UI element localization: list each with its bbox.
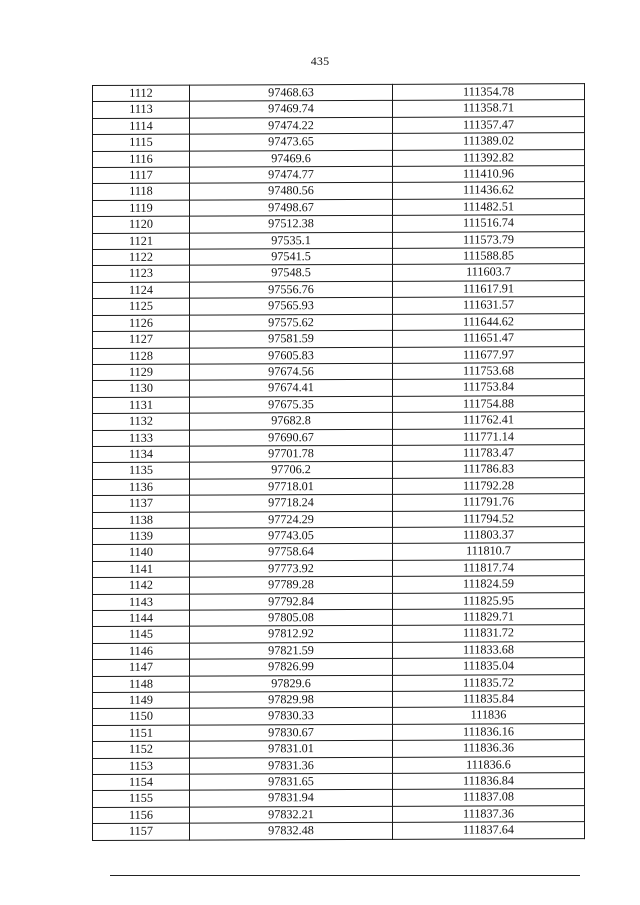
point-number-cell: 1113 xyxy=(93,102,190,119)
y-coordinate-cell: 111603.7 xyxy=(393,264,585,281)
table-row xyxy=(93,297,585,315)
table-row xyxy=(93,494,585,512)
table-row xyxy=(93,559,585,577)
point-number-cell: 1154 xyxy=(93,774,190,791)
x-coordinate-cell: 97682.8 xyxy=(190,412,393,429)
y-coordinate-cell: 111516.74 xyxy=(393,215,585,232)
x-coordinate-cell: 97675.35 xyxy=(190,396,393,413)
x-coordinate-cell: 97541.5 xyxy=(190,248,393,265)
table-row xyxy=(93,264,585,282)
point-number-cell: 1143 xyxy=(93,594,190,611)
point-number-cell: 1152 xyxy=(93,741,190,758)
point-number-cell: 1135 xyxy=(93,462,190,479)
x-coordinate-cell: 97829.98 xyxy=(190,691,393,708)
y-coordinate-cell: 111771.14 xyxy=(393,428,585,445)
x-coordinate-cell: 97724.29 xyxy=(190,511,393,528)
y-coordinate-cell: 111753.68 xyxy=(393,363,585,380)
x-coordinate-cell: 97473.65 xyxy=(190,134,393,151)
table-row xyxy=(93,625,585,643)
table-row xyxy=(93,773,585,791)
y-coordinate-cell: 111836.6 xyxy=(393,756,585,773)
table-row xyxy=(93,445,585,463)
table-row xyxy=(93,280,585,298)
x-coordinate-cell: 97480.56 xyxy=(190,183,393,200)
x-coordinate-cell: 97832.21 xyxy=(190,806,393,823)
table-row xyxy=(93,313,585,331)
point-number-cell: 1156 xyxy=(93,807,190,824)
table-row xyxy=(93,116,585,134)
table-row xyxy=(93,527,585,545)
point-number-cell: 1130 xyxy=(93,380,190,397)
table-row xyxy=(93,248,585,266)
y-coordinate-cell: 111835.04 xyxy=(393,658,585,675)
x-coordinate-cell: 97468.63 xyxy=(190,84,393,101)
y-coordinate-cell: 111754.88 xyxy=(393,395,585,412)
x-coordinate-cell: 97605.83 xyxy=(190,347,393,364)
x-coordinate-cell: 97829.6 xyxy=(190,675,393,692)
table-row xyxy=(93,543,585,561)
x-coordinate-cell: 97474.77 xyxy=(190,166,393,183)
point-number-cell: 1150 xyxy=(93,709,190,726)
point-number-cell: 1123 xyxy=(93,266,190,283)
y-coordinate-cell: 111410.96 xyxy=(393,166,585,183)
y-coordinate-cell: 111833.68 xyxy=(393,641,585,658)
y-coordinate-cell: 111392.82 xyxy=(393,149,585,166)
x-coordinate-cell: 97575.62 xyxy=(190,314,393,331)
table-row xyxy=(93,592,585,610)
x-coordinate-cell: 97831.65 xyxy=(190,773,393,790)
point-number-cell: 1132 xyxy=(93,413,190,430)
point-number-cell: 1121 xyxy=(93,233,190,250)
point-number-cell: 1151 xyxy=(93,725,190,742)
y-coordinate-cell: 111644.62 xyxy=(393,313,585,330)
table-row xyxy=(93,100,585,118)
point-number-cell: 1128 xyxy=(93,348,190,365)
point-number-cell: 1148 xyxy=(93,676,190,693)
table-row xyxy=(93,658,585,676)
point-number-cell: 1157 xyxy=(93,823,190,840)
y-coordinate-cell: 111836.84 xyxy=(393,773,585,790)
y-coordinate-cell: 111810.7 xyxy=(393,543,585,560)
x-coordinate-cell: 97674.41 xyxy=(190,380,393,397)
point-number-cell: 1153 xyxy=(93,758,190,775)
y-coordinate-cell: 111836.16 xyxy=(393,723,585,740)
x-coordinate-cell: 97535.1 xyxy=(190,232,393,249)
point-number-cell: 1139 xyxy=(93,528,190,545)
point-number-cell: 1124 xyxy=(93,282,190,299)
x-coordinate-cell: 97701.78 xyxy=(190,445,393,462)
table-row xyxy=(93,412,585,430)
x-coordinate-cell: 97512.38 xyxy=(190,216,393,233)
y-coordinate-cell: 111786.83 xyxy=(393,461,585,478)
table-row xyxy=(93,231,585,249)
x-coordinate-cell: 97690.67 xyxy=(190,429,393,446)
y-coordinate-cell: 111794.52 xyxy=(393,510,585,527)
y-coordinate-cell: 111835.72 xyxy=(393,674,585,691)
point-number-cell: 1146 xyxy=(93,643,190,660)
point-number-cell: 1145 xyxy=(93,627,190,644)
table-row xyxy=(93,330,585,348)
x-coordinate-cell: 97581.59 xyxy=(190,330,393,347)
x-coordinate-cell: 97830.33 xyxy=(190,708,393,725)
y-coordinate-cell: 111389.02 xyxy=(393,133,585,150)
point-number-cell: 1142 xyxy=(93,577,190,594)
table-row xyxy=(93,395,585,413)
y-coordinate-cell: 111651.47 xyxy=(393,330,585,347)
table-row xyxy=(93,149,585,167)
point-number-cell: 1134 xyxy=(93,446,190,463)
x-coordinate-cell: 97773.92 xyxy=(190,560,393,577)
point-number-cell: 1149 xyxy=(93,692,190,709)
y-coordinate-cell: 111837.36 xyxy=(393,805,585,822)
table-row xyxy=(93,133,585,151)
table-row xyxy=(93,182,585,200)
table-row xyxy=(93,641,585,659)
page-number: 435 xyxy=(310,54,330,68)
table-row xyxy=(93,379,585,397)
point-number-cell: 1126 xyxy=(93,315,190,332)
table-row xyxy=(93,805,585,823)
point-number-cell: 1147 xyxy=(93,659,190,676)
table-row xyxy=(93,674,585,692)
point-number-cell: 1144 xyxy=(93,610,190,627)
point-number-cell: 1122 xyxy=(93,249,190,266)
table-row xyxy=(93,215,585,233)
y-coordinate-cell: 111436.62 xyxy=(393,182,585,199)
point-number-cell: 1120 xyxy=(93,216,190,233)
point-number-cell: 1117 xyxy=(93,167,190,184)
x-coordinate-cell: 97826.99 xyxy=(190,659,393,676)
point-number-cell: 1140 xyxy=(93,545,190,562)
point-number-cell: 1138 xyxy=(93,512,190,529)
y-coordinate-cell: 111817.74 xyxy=(393,559,585,576)
table-row xyxy=(93,789,585,807)
y-coordinate-cell: 111836.36 xyxy=(393,740,585,757)
point-number-cell: 1136 xyxy=(93,479,190,496)
x-coordinate-cell: 97706.2 xyxy=(190,462,393,479)
x-coordinate-cell: 97718.01 xyxy=(190,478,393,495)
y-coordinate-cell: 111835.84 xyxy=(393,691,585,708)
y-coordinate-cell: 111573.79 xyxy=(393,231,585,248)
y-coordinate-cell: 111753.84 xyxy=(393,379,585,396)
x-coordinate-cell: 97718.24 xyxy=(190,495,393,512)
y-coordinate-cell: 111588.85 xyxy=(393,248,585,265)
x-coordinate-cell: 97565.93 xyxy=(190,298,393,315)
x-coordinate-cell: 97674.56 xyxy=(190,363,393,380)
x-coordinate-cell: 97556.76 xyxy=(190,281,393,298)
x-coordinate-cell: 97548.5 xyxy=(190,265,393,282)
point-number-cell: 1129 xyxy=(93,364,190,381)
point-number-cell: 1119 xyxy=(93,200,190,217)
x-coordinate-cell: 97469.74 xyxy=(190,101,393,118)
y-coordinate-cell: 111358.71 xyxy=(393,100,585,117)
x-coordinate-cell: 97830.67 xyxy=(190,724,393,741)
table-row xyxy=(93,166,585,184)
y-coordinate-cell: 111631.57 xyxy=(393,297,585,314)
point-number-cell: 1127 xyxy=(93,331,190,348)
y-coordinate-cell: 111783.47 xyxy=(393,445,585,462)
point-number-cell: 1115 xyxy=(93,134,190,151)
x-coordinate-cell: 97789.28 xyxy=(190,577,393,594)
y-coordinate-cell: 111837.08 xyxy=(393,789,585,806)
point-number-cell: 1137 xyxy=(93,495,190,512)
table-row xyxy=(93,707,585,725)
table-row xyxy=(93,198,585,216)
point-number-cell: 1114 xyxy=(93,118,190,135)
x-coordinate-cell: 97831.01 xyxy=(190,741,393,758)
table-row xyxy=(93,609,585,627)
y-coordinate-cell: 111354.78 xyxy=(393,84,585,101)
y-coordinate-cell: 111482.51 xyxy=(393,198,585,215)
y-coordinate-cell: 111357.47 xyxy=(393,116,585,133)
x-coordinate-cell: 97831.36 xyxy=(190,757,393,774)
table-row xyxy=(93,691,585,709)
x-coordinate-cell: 97805.08 xyxy=(190,609,393,626)
x-coordinate-cell: 97831.94 xyxy=(190,790,393,807)
table-row xyxy=(93,477,585,495)
y-coordinate-cell: 111831.72 xyxy=(393,625,585,642)
x-coordinate-cell: 97498.67 xyxy=(190,199,393,216)
table-row xyxy=(93,723,585,741)
x-coordinate-cell: 97812.92 xyxy=(190,626,393,643)
y-coordinate-cell: 111791.76 xyxy=(393,494,585,511)
point-number-cell: 1116 xyxy=(93,151,190,168)
y-coordinate-cell: 111677.97 xyxy=(393,346,585,363)
y-coordinate-cell: 111824.59 xyxy=(393,576,585,593)
y-coordinate-cell: 111762.41 xyxy=(393,412,585,429)
table-row xyxy=(93,756,585,774)
x-coordinate-cell: 97469.6 xyxy=(190,150,393,167)
y-coordinate-cell: 111829.71 xyxy=(393,609,585,626)
y-coordinate-cell: 111803.37 xyxy=(393,527,585,544)
y-coordinate-cell: 111617.91 xyxy=(393,280,585,297)
x-coordinate-cell: 97743.05 xyxy=(190,527,393,544)
point-number-cell: 1133 xyxy=(93,430,190,447)
y-coordinate-cell: 111792.28 xyxy=(393,477,585,494)
point-number-cell: 1118 xyxy=(93,184,190,201)
table-row xyxy=(93,740,585,758)
x-coordinate-cell: 97758.64 xyxy=(190,544,393,561)
y-coordinate-cell: 111837.64 xyxy=(393,822,585,839)
table-row xyxy=(93,510,585,528)
x-coordinate-cell: 97474.22 xyxy=(190,117,393,134)
bottom-rule xyxy=(110,875,580,876)
table-row xyxy=(93,84,585,102)
point-number-cell: 1125 xyxy=(93,298,190,315)
x-coordinate-cell: 97832.48 xyxy=(190,823,393,840)
point-number-cell: 1131 xyxy=(93,397,190,414)
x-coordinate-cell: 97821.59 xyxy=(190,642,393,659)
table-body xyxy=(93,84,585,841)
table-row xyxy=(93,346,585,364)
x-coordinate-cell: 97792.84 xyxy=(190,593,393,610)
table-row xyxy=(93,461,585,479)
table-row xyxy=(93,363,585,381)
coordinate-table xyxy=(92,83,585,841)
point-number-cell: 1112 xyxy=(93,85,190,102)
y-coordinate-cell: 111825.95 xyxy=(393,592,585,609)
y-coordinate-cell: 111836 xyxy=(393,707,585,724)
table-row xyxy=(93,576,585,594)
table-row xyxy=(93,822,585,840)
table-row xyxy=(93,428,585,446)
point-number-cell: 1155 xyxy=(93,791,190,808)
point-number-cell: 1141 xyxy=(93,561,190,578)
